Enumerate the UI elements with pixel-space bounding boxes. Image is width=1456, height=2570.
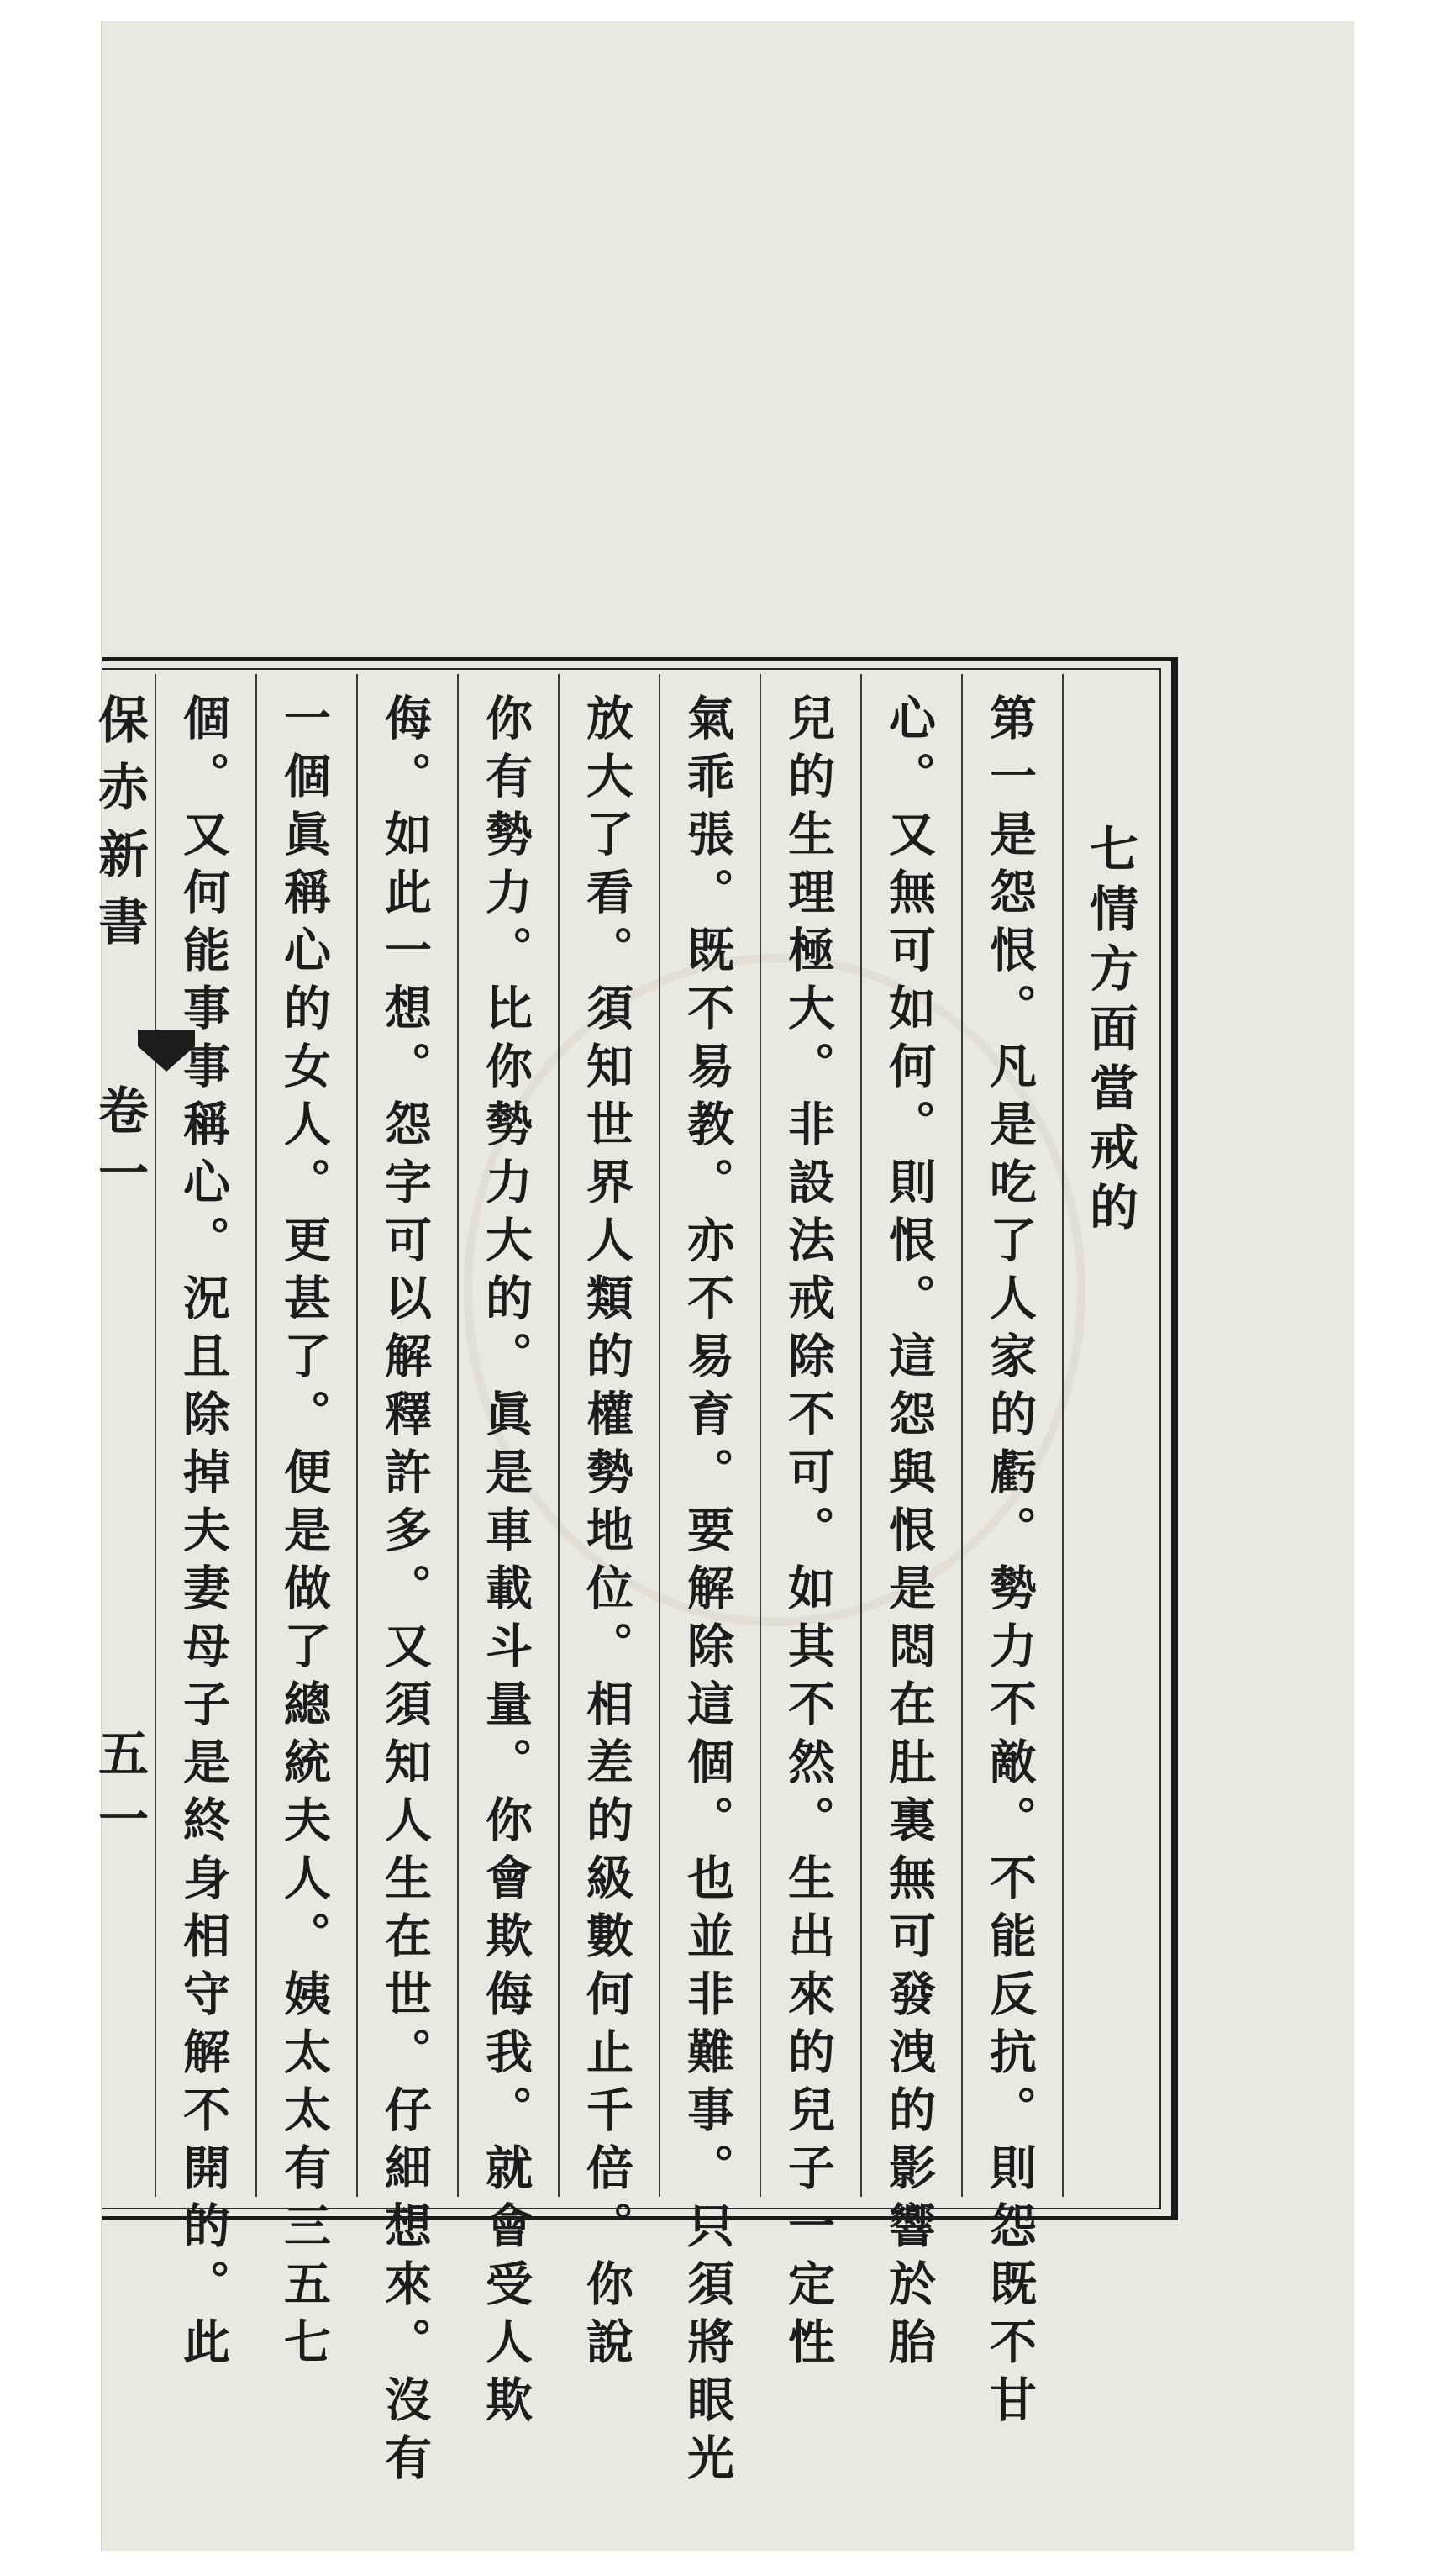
text-column: 心。又無可如何。則恨。這怨與恨是悶在肚裏無可發洩的影響於胎: [881, 693, 937, 2375]
text-column: 氣乖張。既不易教。亦不易育。要解除這個。也並非難事。只須將眼光: [680, 693, 735, 2491]
text-column: 個。又何能事事稱心。況且除掉夫妻母子是終身相守解不開的。此: [176, 693, 231, 2375]
book-page: [90, 21, 1354, 2551]
section-heading: 七情方面當戒的: [1081, 824, 1138, 1241]
text-column: 侮。如此一想。怨字可以解釋許多。又須知人生在世。仔細想來。沒有: [377, 693, 433, 2491]
column-rule: [356, 674, 358, 2197]
book-title: 保赤新書: [90, 693, 149, 962]
text-column: 兒的生理極大。非設法戒除不可。如其不然。生出來的兒子一定性: [781, 693, 836, 2375]
column-rule: [760, 674, 761, 2197]
column-rule: [961, 674, 963, 2197]
column-rule: [659, 674, 660, 2197]
column-rule: [558, 674, 560, 2197]
column-rule: [457, 674, 459, 2197]
column-rule: [155, 674, 156, 2197]
volume-label: 卷一: [90, 1084, 149, 1209]
text-column: 你有勢力。比你勢力大的。眞是車載斗量。你會欺侮我。就會受人欺: [478, 693, 534, 2433]
text-column: 放大了看。須知世界人類的權勢地位。相差的級數何止千倍。你說: [579, 693, 634, 2375]
column-rule: [1062, 674, 1064, 2197]
column-rule: [860, 674, 862, 2197]
page-number: 五一: [90, 1727, 149, 1858]
text-column: 一個眞稱心的女人。更甚了。便是做了總統夫人。姨太太有三五七: [276, 693, 332, 2375]
column-rule: [255, 674, 257, 2197]
text-column: 第一是怨恨。凡是吃了人家的虧。勢力不敵。不能反抗。則怨既不甘: [982, 693, 1038, 2433]
